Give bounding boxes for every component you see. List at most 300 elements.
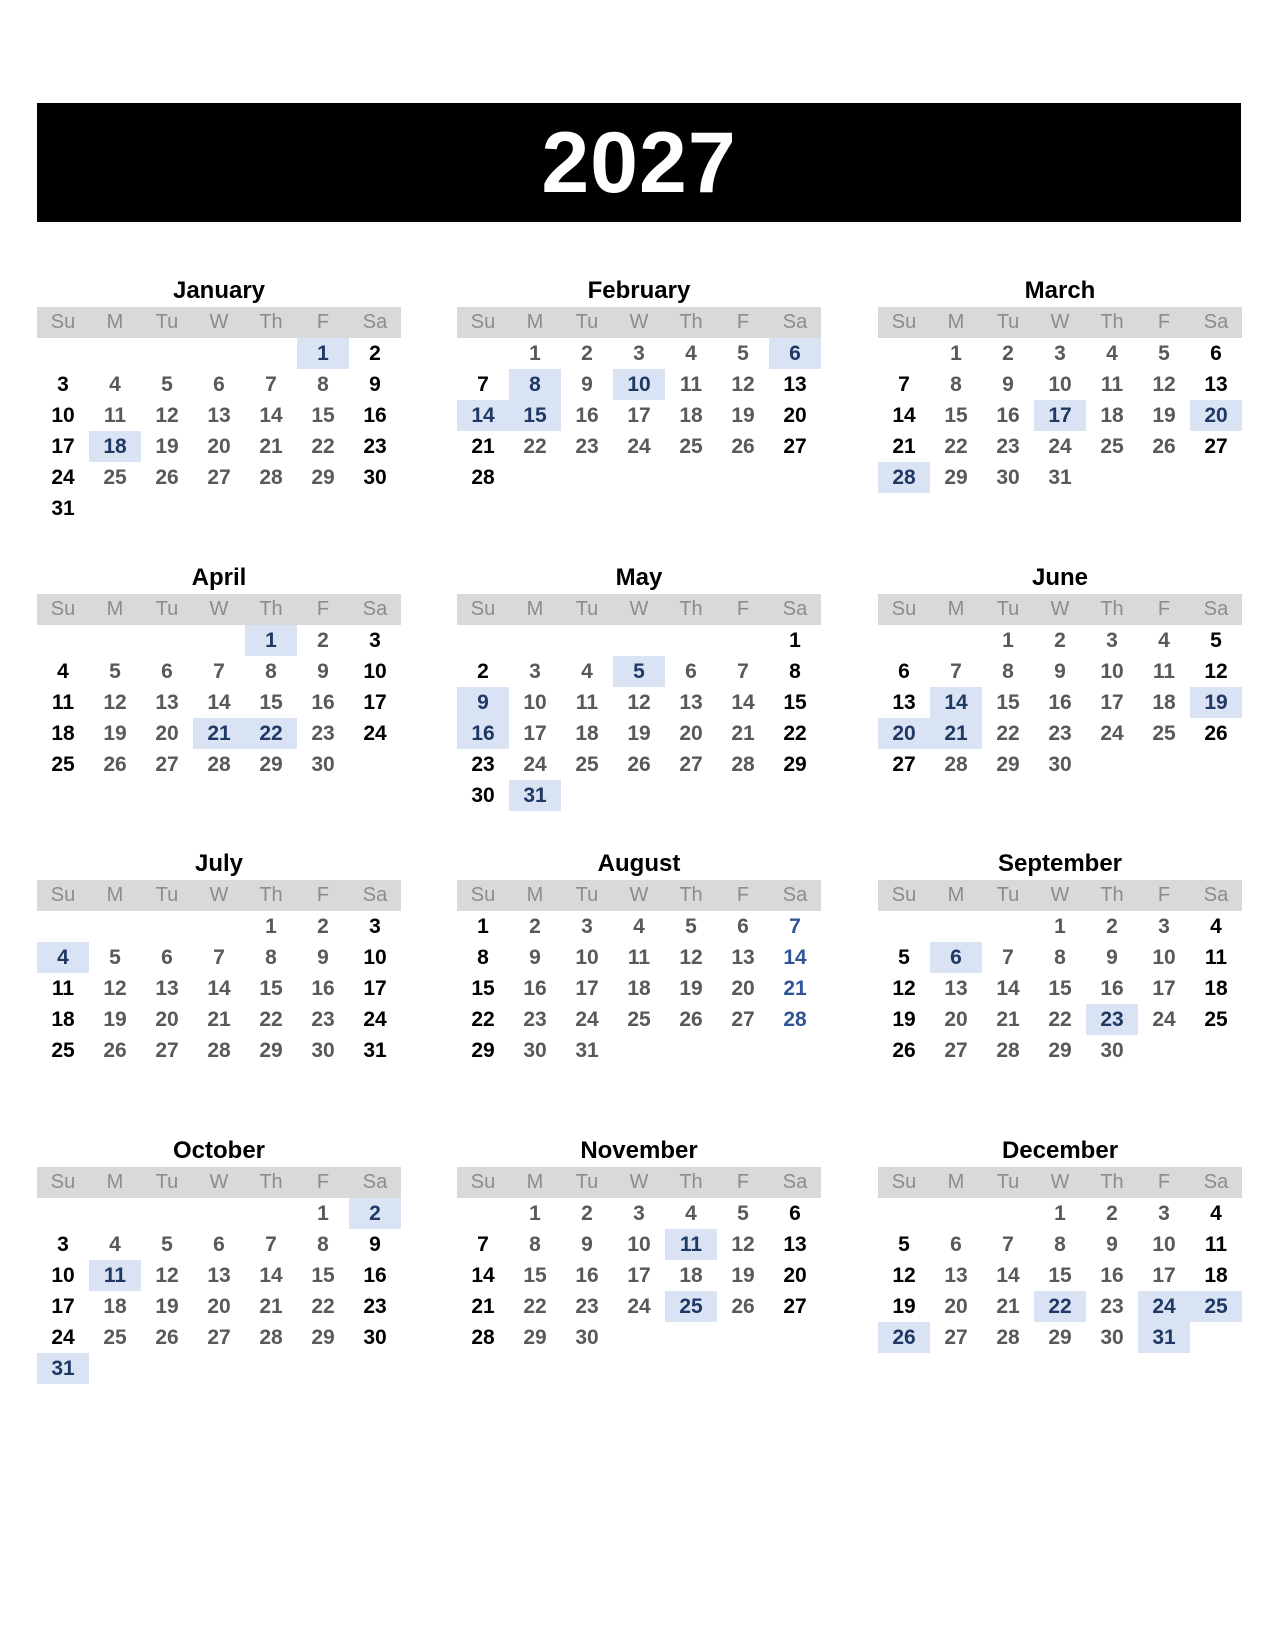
weekday-label: Tu	[996, 884, 1020, 906]
day-cell: 26	[679, 1008, 703, 1031]
weekday-label: Th	[1100, 1171, 1124, 1193]
day-cell: 4	[1106, 342, 1118, 365]
day-cell: 19	[155, 1295, 179, 1318]
day-cell: 4	[1210, 1202, 1222, 1225]
weekday-label: Su	[470, 598, 496, 620]
day-cell: 15	[311, 1264, 335, 1287]
day-grid	[878, 911, 1242, 1066]
day-cell: 10	[363, 660, 387, 683]
day-cell: 21	[996, 1295, 1020, 1318]
day-cell: 5	[1210, 629, 1222, 652]
day-cell: 27	[207, 466, 231, 489]
day-cell: 26	[1152, 435, 1176, 458]
weekday-label: Tu	[155, 884, 179, 906]
day-cell: 8	[317, 1233, 329, 1256]
weekday-label: Su	[891, 598, 917, 620]
weekday-label: M	[526, 884, 544, 906]
weekday-label: M	[526, 598, 544, 620]
day-cell: 27	[944, 1326, 968, 1349]
day-cell: 26	[103, 1039, 127, 1062]
weekday-label: Th	[259, 598, 283, 620]
day-cell: 19	[103, 1008, 127, 1031]
weekday-label: Tu	[996, 311, 1020, 333]
day-cell: 4	[1210, 915, 1222, 938]
day-cell: 27	[679, 753, 703, 776]
day-cell: 29	[1048, 1326, 1072, 1349]
empty-cell	[878, 338, 930, 369]
day-cell: 5	[898, 1233, 910, 1256]
day-cell: 21	[731, 722, 755, 745]
day-cell: 9	[1002, 373, 1014, 396]
day-cell: 25	[1190, 1291, 1242, 1322]
month-title: April	[191, 564, 247, 591]
day-cell: 29	[944, 466, 968, 489]
day-cell: 11	[1100, 373, 1124, 396]
day-cell: 24	[1152, 1008, 1176, 1031]
day-cell: 17	[363, 977, 387, 1000]
weekday-header-row	[457, 1167, 821, 1198]
day-cell: 19	[627, 722, 651, 745]
day-cell: 2	[1002, 342, 1014, 365]
day-cell: 1	[245, 625, 297, 656]
empty-cell	[245, 338, 297, 369]
day-cell: 22	[996, 722, 1020, 745]
day-cell: 8	[1054, 1233, 1066, 1256]
day-cell: 2	[529, 915, 541, 938]
day-grid	[37, 911, 401, 1066]
day-cell: 11	[665, 1229, 717, 1260]
day-cell: 30	[471, 784, 495, 807]
day-cell: 6	[737, 915, 749, 938]
day-cell: 3	[1054, 342, 1066, 365]
weekday-label: F	[316, 884, 330, 906]
day-cell: 30	[523, 1039, 547, 1062]
day-cell: 12	[731, 373, 755, 396]
day-cell: 25	[679, 435, 703, 458]
day-cell: 26	[731, 435, 755, 458]
weekday-label: F	[316, 1171, 330, 1193]
weekday-label: Su	[891, 884, 917, 906]
day-cell: 24	[575, 1008, 599, 1031]
weekday-label: Tu	[155, 311, 179, 333]
weekday-label: W	[629, 1171, 649, 1193]
month-june	[878, 564, 1242, 780]
day-cell: 10	[575, 946, 599, 969]
day-cell: 17	[1034, 400, 1086, 431]
day-cell: 28	[259, 466, 283, 489]
day-cell: 16	[363, 1264, 387, 1287]
day-cell: 24	[627, 435, 651, 458]
day-cell: 21	[471, 1295, 495, 1318]
day-cell: 15	[1048, 977, 1072, 1000]
day-cell: 4	[37, 942, 89, 973]
day-cell: 2	[349, 1198, 401, 1229]
day-cell: 20	[1190, 400, 1242, 431]
weekday-header-row	[878, 594, 1242, 625]
day-grid	[878, 338, 1242, 493]
day-cell: 12	[679, 946, 703, 969]
day-cell: 8	[477, 946, 489, 969]
day-cell: 7	[898, 373, 910, 396]
day-cell: 30	[1100, 1039, 1124, 1062]
weekday-label: Su	[50, 884, 76, 906]
day-cell: 8	[529, 1233, 541, 1256]
day-cell: 15	[311, 404, 335, 427]
weekday-label: Th	[679, 884, 703, 906]
day-cell: 28	[783, 1008, 807, 1031]
empty-cell	[561, 625, 613, 656]
day-cell: 9	[1106, 946, 1118, 969]
day-cell: 28	[996, 1039, 1020, 1062]
empty-cell	[930, 625, 982, 656]
day-cell: 18	[627, 977, 651, 1000]
empty-cell	[141, 911, 193, 942]
day-cell: 24	[51, 1326, 75, 1349]
month-january	[37, 277, 401, 524]
empty-cell	[509, 625, 561, 656]
day-cell: 9	[369, 373, 381, 396]
day-cell: 29	[996, 753, 1020, 776]
day-cell: 19	[1190, 687, 1242, 718]
day-grid	[457, 911, 821, 1066]
weekday-header-row	[37, 1167, 401, 1198]
weekday-label: Th	[1100, 598, 1124, 620]
day-cell: 1	[477, 915, 489, 938]
day-cell: 27	[944, 1039, 968, 1062]
day-cell: 7	[737, 660, 749, 683]
day-cell: 28	[207, 753, 231, 776]
day-cell: 7	[213, 946, 225, 969]
day-cell: 10	[363, 946, 387, 969]
day-cell: 28	[259, 1326, 283, 1349]
day-cell: 13	[207, 404, 231, 427]
day-cell: 22	[523, 1295, 547, 1318]
day-cell: 20	[944, 1008, 968, 1031]
day-cell: 13	[944, 977, 968, 1000]
day-cell: 13	[783, 1233, 807, 1256]
day-cell: 7	[950, 660, 962, 683]
month-july	[37, 850, 401, 1066]
day-cell: 26	[103, 753, 127, 776]
weekday-label: Th	[259, 1171, 283, 1193]
day-cell: 19	[1152, 404, 1176, 427]
day-cell: 20	[207, 435, 231, 458]
day-cell: 1	[529, 1202, 541, 1225]
weekday-label: Su	[470, 1171, 496, 1193]
day-cell: 15	[259, 691, 283, 714]
day-cell: 2	[1106, 915, 1118, 938]
empty-cell	[37, 338, 89, 369]
day-cell: 3	[369, 629, 381, 652]
day-cell: 20	[878, 718, 930, 749]
weekday-label: Su	[891, 311, 917, 333]
day-cell: 6	[213, 1233, 225, 1256]
day-cell: 23	[575, 435, 599, 458]
day-cell: 31	[363, 1039, 387, 1062]
weekday-label: W	[629, 311, 649, 333]
weekday-label: F	[1157, 1171, 1171, 1193]
day-cell: 11	[627, 946, 651, 969]
day-cell: 14	[731, 691, 755, 714]
empty-cell	[141, 1198, 193, 1229]
day-cell: 3	[57, 1233, 69, 1256]
day-cell: 12	[103, 691, 127, 714]
day-cell: 26	[627, 753, 651, 776]
day-cell: 15	[1048, 1264, 1072, 1287]
month-title: December	[1001, 1137, 1119, 1164]
day-cell: 28	[471, 1326, 495, 1349]
day-cell: 29	[783, 753, 807, 776]
day-cell: 10	[1152, 1233, 1176, 1256]
weekday-label: W	[209, 1171, 229, 1193]
weekday-label: F	[1157, 884, 1171, 906]
month-december	[878, 1137, 1242, 1353]
day-cell: 11	[1204, 1233, 1228, 1256]
empty-cell	[193, 1198, 245, 1229]
weekday-label: Sa	[782, 598, 808, 620]
day-cell: 29	[1048, 1039, 1072, 1062]
day-cell: 9	[457, 687, 509, 718]
day-cell: 2	[1106, 1202, 1118, 1225]
day-cell: 25	[1204, 1008, 1228, 1031]
day-cell: 23	[311, 722, 335, 745]
weekday-label: F	[736, 884, 750, 906]
weekday-label: W	[1050, 884, 1070, 906]
day-cell: 18	[1100, 404, 1124, 427]
weekday-label: W	[209, 884, 229, 906]
day-cell: 4	[685, 342, 697, 365]
month-title: March	[1024, 277, 1096, 304]
day-cell: 24	[363, 722, 387, 745]
day-cell: 13	[155, 977, 179, 1000]
day-cell: 9	[581, 1233, 593, 1256]
weekday-label: W	[209, 311, 229, 333]
weekday-label: Tu	[155, 1171, 179, 1193]
day-cell: 4	[109, 373, 121, 396]
day-cell: 7	[1002, 1233, 1014, 1256]
day-cell: 15	[471, 977, 495, 1000]
day-cell: 5	[161, 373, 173, 396]
day-cell: 17	[51, 435, 75, 458]
weekday-label: W	[629, 598, 649, 620]
day-cell: 22	[471, 1008, 495, 1031]
day-cell: 26	[1204, 722, 1228, 745]
day-cell: 7	[265, 1233, 277, 1256]
day-cell: 1	[297, 338, 349, 369]
day-cell: 25	[51, 1039, 75, 1062]
day-cell: 24	[627, 1295, 651, 1318]
weekday-label: Su	[891, 1171, 917, 1193]
day-cell: 2	[1054, 629, 1066, 652]
day-cell: 28	[471, 466, 495, 489]
day-cell: 24	[1100, 722, 1124, 745]
day-cell: 26	[892, 1039, 916, 1062]
day-cell: 8	[509, 369, 561, 400]
weekday-label: Th	[1100, 884, 1124, 906]
day-cell: 19	[892, 1295, 916, 1318]
empty-cell	[141, 338, 193, 369]
day-cell: 16	[996, 404, 1020, 427]
day-cell: 2	[477, 660, 489, 683]
month-title: June	[1031, 564, 1088, 591]
day-cell: 18	[89, 431, 141, 462]
day-cell: 18	[1204, 977, 1228, 1000]
day-cell: 6	[898, 660, 910, 683]
day-cell: 5	[737, 1202, 749, 1225]
day-cell: 14	[259, 1264, 283, 1287]
empty-cell	[193, 338, 245, 369]
day-cell: 12	[627, 691, 651, 714]
day-cell: 11	[51, 691, 75, 714]
day-cell: 29	[311, 1326, 335, 1349]
weekday-label: Th	[679, 1171, 703, 1193]
day-cell: 24	[1138, 1291, 1190, 1322]
weekday-label: Sa	[1203, 598, 1229, 620]
weekday-label: Su	[470, 311, 496, 333]
day-cell: 20	[207, 1295, 231, 1318]
day-cell: 6	[161, 946, 173, 969]
day-cell: 23	[311, 1008, 335, 1031]
day-cell: 20	[783, 404, 807, 427]
day-cell: 9	[1106, 1233, 1118, 1256]
weekday-label: M	[106, 1171, 124, 1193]
day-cell: 1	[317, 1202, 329, 1225]
day-cell: 21	[207, 1008, 231, 1031]
day-cell: 16	[311, 977, 335, 1000]
day-cell: 5	[161, 1233, 173, 1256]
day-cell: 13	[783, 373, 807, 396]
day-cell: 14	[996, 977, 1020, 1000]
day-cell: 12	[892, 977, 916, 1000]
day-cell: 25	[103, 1326, 127, 1349]
month-september	[878, 850, 1242, 1066]
day-cell: 11	[1152, 660, 1176, 683]
month-march	[878, 277, 1242, 493]
day-cell: 22	[523, 435, 547, 458]
day-cell: 23	[1100, 1295, 1124, 1318]
day-cell: 23	[1048, 722, 1072, 745]
day-cell: 3	[1158, 1202, 1170, 1225]
day-cell: 22	[783, 722, 807, 745]
day-cell: 3	[1106, 629, 1118, 652]
day-cell: 3	[529, 660, 541, 683]
weekday-label: Sa	[1203, 311, 1229, 333]
day-cell: 31	[1138, 1322, 1190, 1353]
weekday-label: Tu	[996, 1171, 1020, 1193]
day-cell: 22	[259, 1008, 283, 1031]
day-cell: 22	[1034, 1291, 1086, 1322]
day-cell: 16	[363, 404, 387, 427]
day-cell: 22	[311, 435, 335, 458]
month-title: November	[580, 1137, 698, 1164]
month-november	[457, 1137, 821, 1353]
day-cell: 22	[1048, 1008, 1072, 1031]
day-cell: 1	[950, 342, 962, 365]
day-cell: 19	[731, 404, 755, 427]
empty-cell	[89, 911, 141, 942]
day-cell: 17	[627, 1264, 651, 1287]
day-cell: 25	[51, 753, 75, 776]
day-cell: 3	[57, 373, 69, 396]
weekday-label: M	[947, 1171, 965, 1193]
weekday-label: Th	[259, 311, 283, 333]
day-cell: 20	[731, 977, 755, 1000]
day-cell: 24	[1048, 435, 1072, 458]
month-april	[37, 564, 401, 780]
weekday-label: Sa	[782, 884, 808, 906]
day-cell: 8	[317, 373, 329, 396]
day-cell: 30	[311, 753, 335, 776]
day-cell: 16	[523, 977, 547, 1000]
day-cell: 27	[731, 1008, 755, 1031]
day-cell: 2	[369, 342, 381, 365]
day-cell: 13	[207, 1264, 231, 1287]
day-cell: 19	[731, 1264, 755, 1287]
day-cell: 31	[51, 497, 75, 520]
weekday-label: W	[1050, 311, 1070, 333]
day-cell: 14	[471, 1264, 495, 1287]
day-grid	[37, 1198, 401, 1384]
weekday-label: Tu	[575, 884, 599, 906]
day-grid	[37, 338, 401, 524]
day-cell: 23	[363, 435, 387, 458]
day-cell: 10	[51, 1264, 75, 1287]
day-cell: 31	[575, 1039, 599, 1062]
day-cell: 29	[259, 1039, 283, 1062]
day-cell: 6	[789, 1202, 801, 1225]
day-cell: 28	[944, 753, 968, 776]
day-cell: 9	[317, 946, 329, 969]
day-cell: 10	[613, 369, 665, 400]
day-cell: 26	[155, 466, 179, 489]
empty-cell	[37, 911, 89, 942]
day-cell: 17	[627, 404, 651, 427]
day-cell: 2	[317, 629, 329, 652]
month-title: October	[172, 1137, 265, 1164]
day-cell: 28	[731, 753, 755, 776]
day-cell: 14	[996, 1264, 1020, 1287]
day-cell: 18	[679, 1264, 703, 1287]
day-cell: 17	[575, 977, 599, 1000]
day-cell: 26	[155, 1326, 179, 1349]
month-title: September	[997, 850, 1123, 877]
weekday-header-row	[457, 880, 821, 911]
day-cell: 20	[155, 1008, 179, 1031]
day-cell: 5	[1158, 342, 1170, 365]
day-cell: 19	[155, 435, 179, 458]
day-cell: 28	[207, 1039, 231, 1062]
weekday-label: Su	[50, 1171, 76, 1193]
month-title: July	[194, 850, 244, 877]
day-cell: 13	[679, 691, 703, 714]
day-cell: 28	[996, 1326, 1020, 1349]
day-cell: 2	[581, 342, 593, 365]
day-cell: 27	[783, 435, 807, 458]
day-cell: 17	[1152, 977, 1176, 1000]
day-cell: 4	[57, 660, 69, 683]
day-cell: 1	[529, 342, 541, 365]
weekday-label: Sa	[782, 311, 808, 333]
day-cell: 4	[1158, 629, 1170, 652]
day-cell: 31	[509, 780, 561, 811]
day-cell: 2	[317, 915, 329, 938]
day-cell: 30	[1100, 1326, 1124, 1349]
empty-cell	[193, 625, 245, 656]
day-cell: 8	[265, 946, 277, 969]
day-cell: 1	[789, 629, 801, 652]
day-cell: 11	[103, 404, 127, 427]
day-grid	[878, 1198, 1242, 1353]
